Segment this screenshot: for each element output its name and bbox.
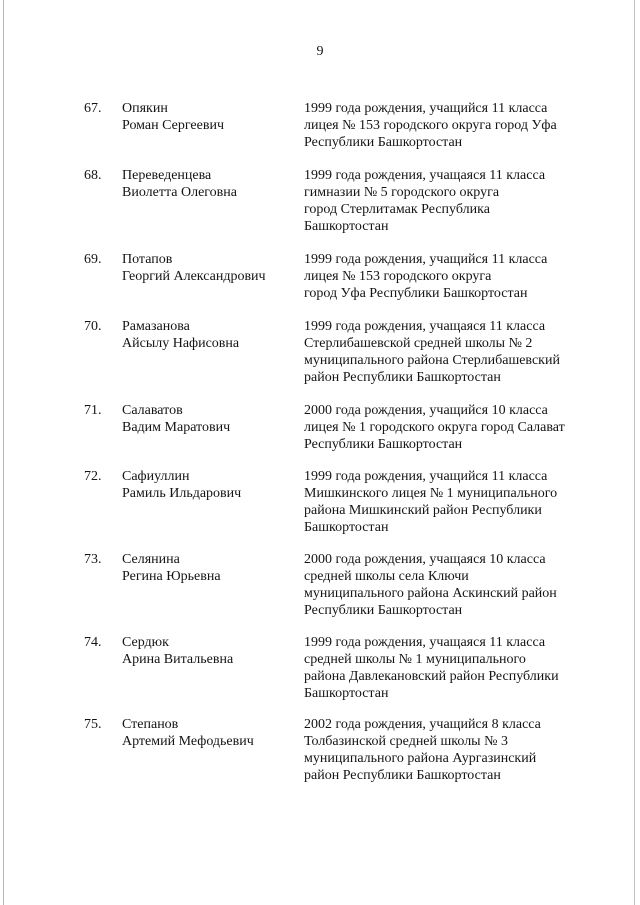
description-line: 2000 года рождения, учащаяся 10 класса xyxy=(304,552,546,567)
entry-name xyxy=(122,634,294,668)
entry-given-names: Роман Сергеевич xyxy=(122,118,224,133)
description-line: 1999 года рождения, учащаяся 11 класса xyxy=(304,635,546,650)
page-edge-left xyxy=(3,0,4,905)
description-line: лицея № 153 городского округа город Уфа xyxy=(304,118,557,133)
description-line: Стерлибашевской средней школы № 2 xyxy=(304,336,533,351)
entry-name xyxy=(122,318,294,352)
description-line: 2002 года рождения, учащийся 8 класса xyxy=(304,717,541,732)
description-line: город Уфа Республики Башкортостан xyxy=(304,286,528,301)
entry-description xyxy=(304,468,604,536)
entry-description xyxy=(304,318,604,386)
description-line: муниципального района Аургазинский xyxy=(304,751,537,766)
description-line: 1999 года рождения, учащийся 11 класса xyxy=(304,101,548,116)
description-line: 1999 года рождения, учащаяся 11 класса xyxy=(304,168,546,183)
description-line: района Мишкинский район Республики xyxy=(304,503,542,518)
entry-number: 69. xyxy=(84,252,102,267)
entry-description xyxy=(304,716,604,784)
entry-surname: Переведенцева xyxy=(122,168,212,183)
entry-number: 70. xyxy=(84,319,102,334)
entry-surname: Сердюк xyxy=(122,635,169,650)
entry-name xyxy=(122,716,294,750)
page-number: 9 xyxy=(316,44,324,59)
description-line: Республики Башкортостан xyxy=(304,603,463,618)
description-line: района Давлекановский район Республики xyxy=(304,669,559,684)
description-line: средней школы № 1 муниципального xyxy=(304,652,526,667)
entry-name xyxy=(122,167,294,201)
entry-surname: Опякин xyxy=(122,101,168,116)
entry-number: 74. xyxy=(84,635,102,650)
entry-given-names: Вадим Маратович xyxy=(122,420,231,435)
entry-number: 71. xyxy=(84,403,102,418)
description-line: город Стерлитамак Республика xyxy=(304,202,490,217)
description-line: гимназии № 5 городского округа xyxy=(304,185,500,200)
description-line: 2000 года рождения, учащийся 10 класса xyxy=(304,403,548,418)
description-line: муниципального района Аскинский район xyxy=(304,586,557,601)
entry-number: 68. xyxy=(84,168,102,183)
entry-name xyxy=(122,251,294,285)
entry-given-names: Арина Витальевна xyxy=(122,652,234,667)
entry-number: 73. xyxy=(84,552,102,567)
entry-name xyxy=(122,551,294,585)
description-line: Башкортостан xyxy=(304,520,389,535)
description-line: район Республики Башкортостан xyxy=(304,768,501,783)
description-line: Республики Башкортостан xyxy=(304,135,463,150)
description-line: Толбазинской средней школы № 3 xyxy=(304,734,508,749)
entry-description xyxy=(304,634,604,702)
entry-surname: Салаватов xyxy=(122,403,183,418)
description-line: 1999 года рождения, учащийся 11 класса xyxy=(304,252,548,267)
entry-given-names: Айсылу Нафисовна xyxy=(122,336,240,351)
entry-description xyxy=(304,100,604,151)
entry-description xyxy=(304,251,604,302)
page-edge-right xyxy=(634,0,635,905)
entry-surname: Потапов xyxy=(122,252,173,267)
entry-surname: Рамазанова xyxy=(122,319,190,334)
entry-number: 75. xyxy=(84,717,102,732)
description-line: Республики Башкортостан xyxy=(304,437,463,452)
entry-given-names: Георгий Александрович xyxy=(122,269,266,284)
description-line: лицея № 153 городского округа xyxy=(304,269,492,284)
entry-given-names: Рамиль Ильдарович xyxy=(122,486,242,501)
entry-surname: Сафиуллин xyxy=(122,469,190,484)
entry-given-names: Артемий Мефодьевич xyxy=(122,734,254,749)
entry-number: 72. xyxy=(84,469,102,484)
description-line: 1999 года рождения, учащийся 11 класса xyxy=(304,469,548,484)
entry-name xyxy=(122,468,294,502)
description-line: Башкортостан xyxy=(304,686,389,701)
entry-name xyxy=(122,402,294,436)
entry-surname: Селянина xyxy=(122,552,180,567)
description-line: Мишкинского лицея № 1 муниципального xyxy=(304,486,558,501)
description-line: муниципального района Стерлибашевский xyxy=(304,353,560,368)
entry-description xyxy=(304,402,604,453)
entry-description xyxy=(304,551,604,619)
entry-name xyxy=(122,100,294,134)
description-line: район Республики Башкортостан xyxy=(304,370,501,385)
description-line: лицея № 1 городского округа город Салават xyxy=(304,420,565,435)
description-line: средней школы села Ключи xyxy=(304,569,469,584)
entry-description xyxy=(304,167,604,235)
description-line: 1999 года рождения, учащаяся 11 класса xyxy=(304,319,546,334)
description-line: Башкортостан xyxy=(304,219,389,234)
entry-given-names: Виолетта Олеговна xyxy=(122,185,237,200)
entry-given-names: Регина Юрьевна xyxy=(122,569,221,584)
entry-surname: Степанов xyxy=(122,717,179,732)
entry-number: 67. xyxy=(84,101,102,116)
